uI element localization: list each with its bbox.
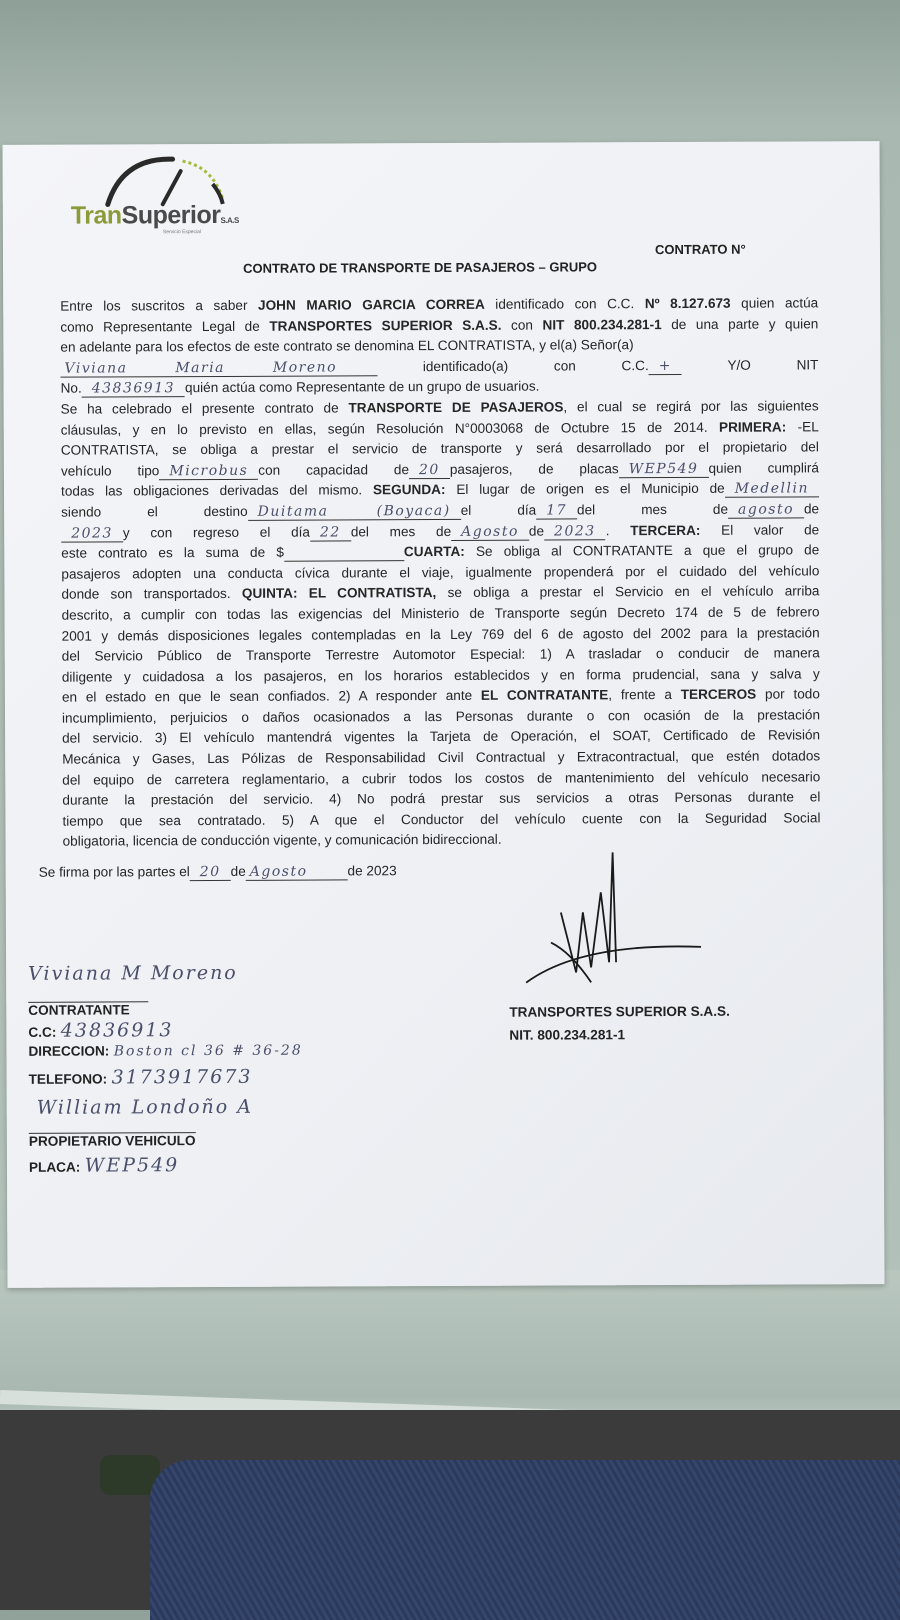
bold-text: QUINTA: EL CONTRATISTA, [241,585,437,602]
text: y con regreso el día [122,524,310,540]
text: descrito, a cumplir con todas las exigencias del Ministerio de Transporte según Decreto 174 de 5 de febrero [61,604,820,623]
text: 2001 y demás disposiciones legales contempladas en la Ley 769 del 6 de agosto del 2002 para la prestación [61,624,820,644]
text: quien cumplirá [708,460,819,476]
contract-number-label: CONTRATO N° [654,241,746,258]
logo-tagline: Servicio Especial [162,229,201,236]
bold-text: JOHN MARIO GARCIA CORREA [257,296,485,313]
body-line [61,540,819,564]
text: se obliga a prestar el Servicio en el vehículo arriba [436,583,820,601]
bold-text: Nº 8.127.673 [644,295,731,312]
contratante-signature: Viviana M Moreno [28,961,238,985]
text: Se obliga al CONTRATANTE a que el grupo de [464,542,820,560]
body-line [63,829,821,853]
bold-text: SEGUNDA: [372,482,446,498]
body-line [62,643,820,667]
contratante-telefono: TELEFONO: 3173917673 [28,1065,253,1089]
logo-wordmark: TranSuperiorS.A.S [70,200,239,230]
handwritten-field: 2023 [61,525,123,542]
body-line [61,396,819,420]
text: vehículo tipo [60,462,160,479]
text: Entre los suscritos a saber [60,297,259,314]
text: No. [60,380,82,397]
text: de [803,501,820,517]
text: Se ha celebrado el presente contrato de [60,400,349,417]
text: en adelante para los efectos de este contrato se denomina EL CONTRATISTA, y el(a) Señor(a) [60,337,634,355]
contract-body [60,293,820,852]
bold-text: TERCERA: [630,522,701,538]
signing-de: de [230,863,246,879]
handwritten-field: Viviana Maria Moreno [60,359,377,377]
propietario-signature: William Londoño A [36,1095,253,1119]
handwritten-field: Agosto [451,523,529,540]
propietario-placa: PLACA: WEP549 [28,1154,180,1177]
text: donde son transportados. [61,586,242,602]
bold-text: PRIMERA: [718,419,787,435]
handwritten-field: 43836913 [82,380,185,397]
text: todas las obligaciones derivadas del mismo. [60,482,374,500]
text: del Servicio Público de Transporte Terrestre Automotor Especial: 1) A trasladar o conducir de manera [61,645,820,664]
handwritten-field: WEP549 [619,461,709,478]
text: incumplimiento, perjuicios o daños ocasionados a las Personas durante o con ocasión de la prestación [61,707,821,726]
handwritten-field: Duitama (Boyaca) [248,503,461,521]
text: de [528,523,545,539]
text: como Representante Legal de [60,318,270,335]
text: identificado(a) con C.C. [377,357,649,375]
bold-text: TERCEROS [680,686,757,703]
bold-text: TRANSPORTES SUPERIOR S.A.S. [269,317,502,334]
contratante-direccion: DIRECCION: Boston cl 36 # 36-28 [28,1042,303,1060]
text: Mecánica y Gases, Las Pólizas de Responsabilidad Civil Contractual y Extracontractual, que estén dotados [62,748,821,767]
text: diligente y cuidadosa a los pasajeros, en los horarios establecidos y en forma prudencial, sana y salva y [61,666,820,685]
bold-text: CUARTA: [403,544,465,560]
text: quien actúa [730,295,819,311]
bold-text: NIT 800.234.281-1 [542,316,662,333]
document-title: CONTRATO DE TRANSPORTE DE PASAJEROS – GRUPO [243,259,598,276]
propietario-label: PROPIETARIO VEHICULO [28,1133,196,1149]
body-line [62,746,820,770]
body-line [61,499,819,523]
signing-date-line [39,863,397,881]
text: con capacidad de [258,461,410,478]
handwritten-field: 17 [536,502,577,519]
text: del mes de [576,501,729,518]
text: del servicio. 3) El vehículo mantendrá vigentes la Tarjeta de Operación, el SOAT, Certificado de Revisión [62,727,821,747]
text: siendo el destino [61,503,248,520]
text: por todo [756,686,820,702]
text: obligatoria, licencia de conducción vigente, y comunicación bidireccional. [62,832,502,850]
contratante-cc: C.C: 43836913 [28,1019,174,1042]
text: . [605,522,631,538]
text: tiempo que sea contratado. 5) A que el Conductor del vehículo cuente con la Seguridad Social [62,810,821,829]
body-line [60,355,818,379]
text: en el estado en que le sean confiados. 2) A responder ante [61,688,481,705]
jeans [150,1460,900,1620]
contratante-label: CONTRATANTE [28,1001,148,1018]
bold-text: TRANSPORTE DE PASAJEROS [348,399,564,416]
text: el día [460,502,537,518]
text: pasajeros adopten una conducta cívica durante el viaje, igualmente propenderá por el cuidado del vehículo [61,563,820,582]
handwritten-field: 22 [310,524,351,541]
signing-day: 20 [190,864,231,881]
contract-document [3,141,885,1288]
text: CONTRATISTA, se obliga a prestar el servicio de transporte y será desarrollado por el propietario del [60,439,819,458]
text: de una parte y quien [661,315,819,332]
text: El valor de [700,521,820,538]
handwritten-field [284,544,404,562]
handwritten-field: + [649,358,682,375]
text: identificado con C.C. [484,296,645,312]
handwritten-field: Microbus [159,463,258,480]
body-line [62,808,820,832]
body-line [60,293,818,317]
handwritten-field: Medellin [725,481,819,498]
text: , frente a [608,687,681,703]
company-signature-scribble [521,852,722,993]
body-line [60,314,818,338]
text: durante la prestación del servicio. 4) No podrá prestar sus servicios a otras Personas durante el [62,789,821,808]
text: con [501,317,543,333]
body-line [62,602,820,626]
company-nit: NIT. 800.234.281-1 [509,1027,626,1043]
text: pasajeros, de placas [449,460,619,477]
bold-text: EL CONTRATANTE [480,687,609,704]
text: , el cual se regirá por las siguientes [563,398,819,415]
body-line [61,438,819,462]
text: este contrato es la suma de $ [61,544,284,561]
text: -EL [786,418,819,435]
text: Y/O NIT [681,357,819,373]
signing-prefix: Se firma por las partes el [38,864,190,880]
text: cláusulas, y en lo previsto en ellas, según Resolución N°0003068 de Octubre 15 de 2014. [60,419,720,438]
text: El lugar de origen es el Municipio de [445,481,725,498]
text: quién actúa como Representante de un grupo de usuarios. [184,378,540,396]
handwritten-field: 20 [409,462,450,479]
text: del mes de [350,523,452,539]
company-logo [63,149,263,240]
company-name: TRANSPORTES SUPERIOR S.A.S. [509,1003,730,1020]
signing-year: de 2023 [347,863,397,879]
handwritten-field: 2023 [544,523,606,540]
handwritten-field: agosto [728,501,804,518]
signing-month: Agosto [246,863,348,880]
text: del equipo de carretera reglamentario, a cubrir todos los costos de mantenimiento del vehículo necesario [62,769,821,788]
